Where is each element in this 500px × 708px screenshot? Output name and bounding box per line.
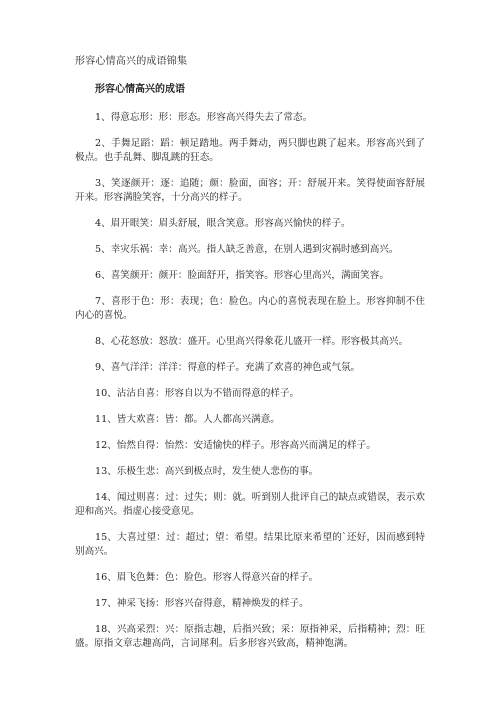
idiom-entry-8: 8、心花怒放：怒放：盛开。心里高兴得象花儿盛开一样。形容极其高兴。 — [95, 336, 409, 347]
idiom-entry-12: 12、怡然自得：怡然：安适愉快的样子。形容高兴而满足的样子。 — [95, 440, 376, 451]
idiom-entry-7: 7、喜形于色：形：表现；色：脸色。内心的喜悦表现在脸上。形容抑制不住内心的喜悦。 — [75, 296, 425, 321]
idiom-entry-9: 9、喜气洋洋：洋洋：得意的样子。充满了欢喜的神色或气氛。 — [95, 362, 361, 373]
document-title: 形容心情高兴的成语锦集 — [75, 56, 188, 67]
idiom-entry-5: 5、幸灾乐祸：幸：高兴。指人缺乏善意，在别人遇到灾祸时感到高兴。 — [95, 244, 399, 255]
idiom-entry-11: 11、皆大欢喜：皆：都。人人都高兴满意。 — [95, 414, 280, 425]
idiom-entry-6: 6、喜笑颜开：颜开：脸面舒开，指笑容。形容心里高兴，满面笑容。 — [95, 270, 389, 281]
section-heading: 形容心情高兴的成语 — [95, 84, 185, 95]
idiom-entry-14: 14、闻过则喜：过：过失；则：就。听到别人批评自己的缺点或错误，表示欢迎和高兴。指虚心接受意见。 — [75, 492, 425, 517]
idiom-entry-4: 4、眉开眼笑：眉头舒展，眼含笑意。形容高兴愉快的样子。 — [95, 218, 351, 229]
idiom-entry-13: 13、乐极生悲：高兴到极点时，发生使人悲伤的事。 — [95, 466, 319, 477]
idiom-entry-3: 3、笑逐颜开：逐：追随；颜：脸面，面容；开：舒展开来。笑得使面容舒展开来。形容满脸笑容，十分高兴的样子。 — [75, 178, 425, 203]
document-page — [75, 55, 425, 663]
idiom-entry-17: 17、神采飞扬：形容兴奋得意，精神焕发的样子。 — [95, 598, 309, 609]
idiom-entry-15: 15、大喜过望：过：超过；望：希望。结果比原来希望的`还好，因而感到特别高兴。 — [75, 532, 425, 557]
idiom-entry-16: 16、眉飞色舞：色：脸色。形容人得意兴奋的样子。 — [95, 572, 319, 583]
idiom-entry-1: 1、得意忘形：形：形态。形容高兴得失去了常态。 — [95, 112, 313, 123]
idiom-entry-10: 10、沾沾自喜：形容自以为不错而得意的样子。 — [95, 388, 300, 399]
idiom-entry-2: 2、手舞足蹈：蹈：顿足踏地。两手舞动，两只脚也跳了起来。形容高兴到了极点。也手乱舞、脚乱跳的狂态。 — [75, 138, 425, 163]
idiom-entry-18: 18、兴高采烈：兴：原指志趣，后指兴致；采：原指神采，后指精神；烈：旺盛。原指文章志趣高尚，言词犀利。后多形容兴致高，精神饱满。 — [75, 624, 425, 649]
